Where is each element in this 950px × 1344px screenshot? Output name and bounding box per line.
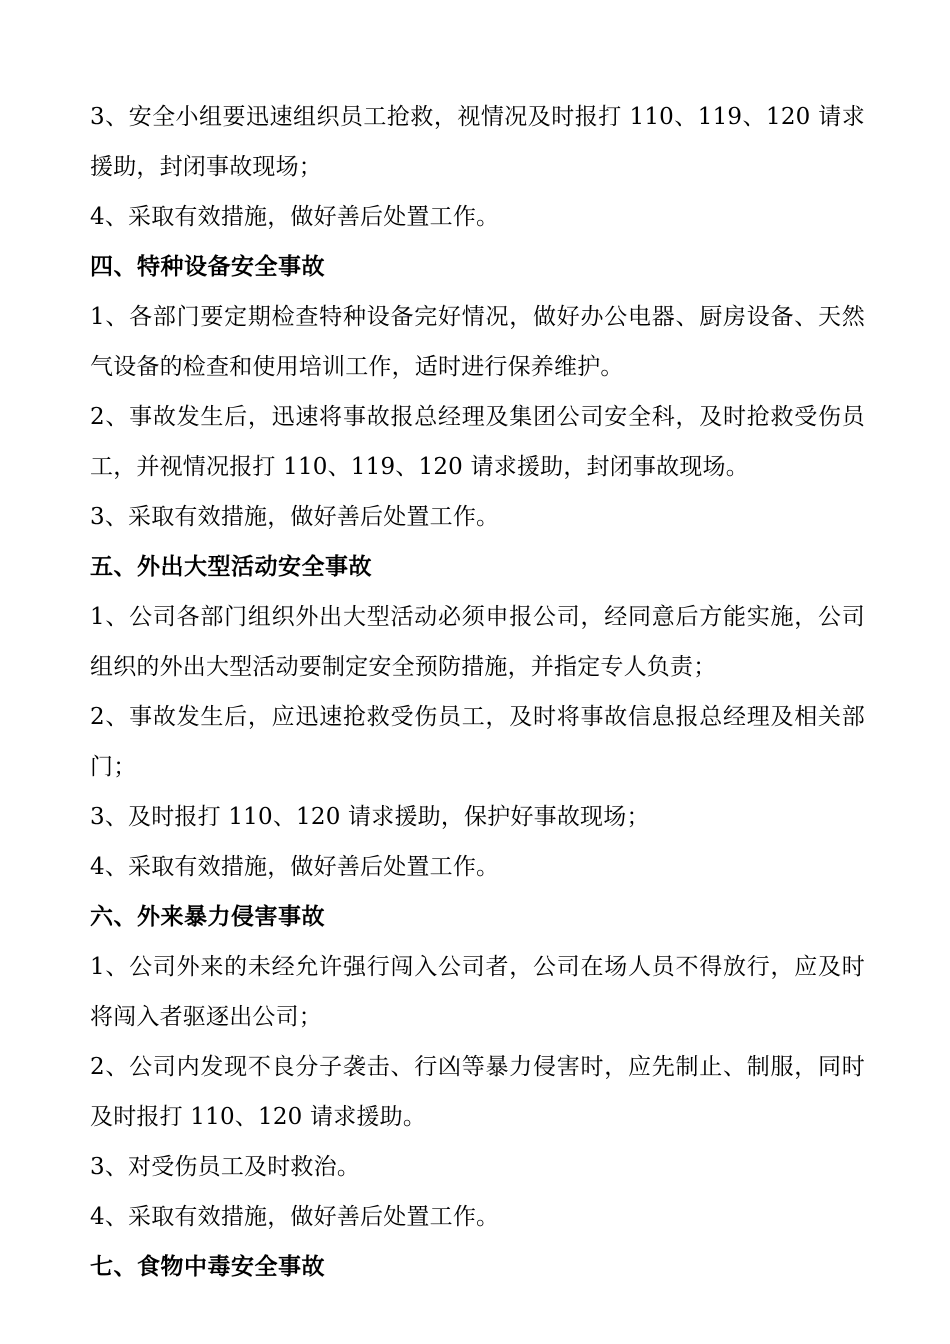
paragraph: 2、公司内发现不良分子袭击、行凶等暴力侵害时，应先制止、制服，同时及时报打 110、120 请求援助。: [90, 1054, 865, 1130]
paragraph: 1、各部门要定期检查特种设备完好情况，做好办公电器、厨房设备、天然气设备的检查和使用培训工作，适时进行保养维护。: [90, 304, 865, 380]
section-heading: 四、特种设备安全事故: [90, 253, 325, 280]
section-heading: 六、外来暴力侵害事故: [90, 903, 325, 930]
paragraph: 2、事故发生后，迅速将事故报总经理及集团公司安全科，及时抢救受伤员工，并视情况报打 110、119、120 请求援助，封闭事故现场。: [90, 404, 865, 480]
paragraph: 4、采取有效措施，做好善后处置工作。: [90, 204, 500, 230]
paragraph: 3、安全小组要迅速组织员工抢救，视情况及时报打 110、119、120 请求援助，封闭事故现场；: [90, 104, 865, 180]
paragraph: 3、对受伤员工及时救治。: [90, 1154, 361, 1180]
paragraph: 2、事故发生后，应迅速抢救受伤员工，及时将事故信息报总经理及相关部门；: [90, 704, 865, 780]
paragraph: 1、公司外来的未经允许强行闯入公司者，公司在场人员不得放行，应及时将闯入者驱逐出公司；: [90, 954, 865, 1030]
paragraph: 4、采取有效措施，做好善后处置工作。: [90, 1204, 500, 1230]
document-page: [90, 92, 865, 1292]
paragraph: 3、及时报打 110、120 请求援助，保护好事故现场；: [90, 804, 650, 830]
section-heading: 五、外出大型活动安全事故: [90, 553, 372, 580]
paragraph: 4、采取有效措施，做好善后处置工作。: [90, 854, 500, 880]
section-heading: 七、食物中毒安全事故: [90, 1253, 325, 1280]
paragraph: 3、采取有效措施，做好善后处置工作。: [90, 504, 500, 530]
paragraph: 1、公司各部门组织外出大型活动必须申报公司，经同意后方能实施，公司组织的外出大型活动要制定安全预防措施，并指定专人负责；: [90, 604, 865, 680]
